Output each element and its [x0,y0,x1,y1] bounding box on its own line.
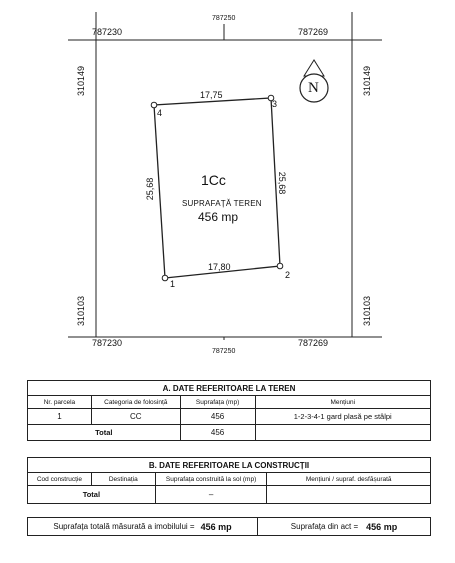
area-summary [27,517,431,536]
cell-area: 456 [180,409,255,425]
side-length-bottom: 17,80 [208,262,231,272]
total-row [28,425,431,441]
col-header-built-area: Suprafața construită la sol (mp) [155,473,267,486]
total-notes-empty [255,425,431,441]
coord-bottom-right: 787269 [298,338,329,348]
total-row [28,486,431,504]
side-length-right: 25,68 [277,171,287,195]
col-header-construction-code: Cod construcție [28,473,92,486]
construction-section-title: B. DATE REFERITOARE LA CONSTRUCȚII [28,458,431,473]
col-header-use-category: Categoria de folosință [91,396,180,409]
col-header-destination: Destinația [91,473,155,486]
parcel-code: 1Cc [201,172,226,188]
parcel-outline [154,98,280,278]
coord-top-center: 787250 [212,15,236,22]
coord-right-lower: 310103 [362,295,372,327]
measured-area-value: 456 mp [200,521,232,532]
area-value: 456 mp [198,210,239,224]
table-row [28,409,431,425]
act-area-label: Suprafața din act = [290,522,359,531]
north-label: N [308,80,319,96]
act-area-value: 456 mp [366,521,398,532]
side-length-top: 17,75 [200,90,223,100]
coord-bottom-center: 787250 [212,348,236,355]
measured-area-cell [28,518,258,535]
coord-bottom-left: 787230 [92,338,123,348]
point-marker-4 [151,102,157,108]
coord-left-upper: 310149 [76,65,86,97]
coord-right-upper: 310149 [362,65,372,97]
point-marker-2 [277,263,283,269]
total-label: Total [28,425,181,441]
point-marker-1 [162,275,168,281]
construction-total-notes-empty [267,486,431,504]
coord-top-right: 787269 [298,27,329,37]
point-label-3: 3 [272,99,278,109]
area-caption: SUPRAFAȚĂ TEREN [182,199,262,208]
cell-notes: 1-2-3-4-1 gard plasă pe stâlpi [255,409,431,425]
col-header-parcel-no: Nr. parcela [28,396,92,409]
cell-use-category: CC [91,409,180,425]
col-header-notes: Mențiuni [255,396,431,409]
act-area-cell [258,518,430,535]
construction-total-label: Total [28,486,156,504]
point-label-2: 2 [285,270,291,280]
point-label-1: 1 [170,279,176,289]
total-area: 456 [180,425,255,441]
measured-area-label: Suprafața totală măsurată a imobilului = [53,522,195,531]
construction-total-area: – [155,486,267,504]
land-data-table [27,380,431,441]
coord-top-left: 787230 [92,27,123,37]
land-section-title: A. DATE REFERITOARE LA TEREN [28,381,431,396]
col-header-area: Suprafața (mp) [180,396,255,409]
cell-parcel-no: 1 [28,409,92,425]
col-header-developed-area: Mențiuni / supraf. desfășurată [267,473,431,486]
side-length-left: 25,68 [145,177,155,201]
construction-data-table [27,457,431,504]
coord-left-lower: 310103 [76,295,86,327]
point-label-4: 4 [157,108,163,118]
